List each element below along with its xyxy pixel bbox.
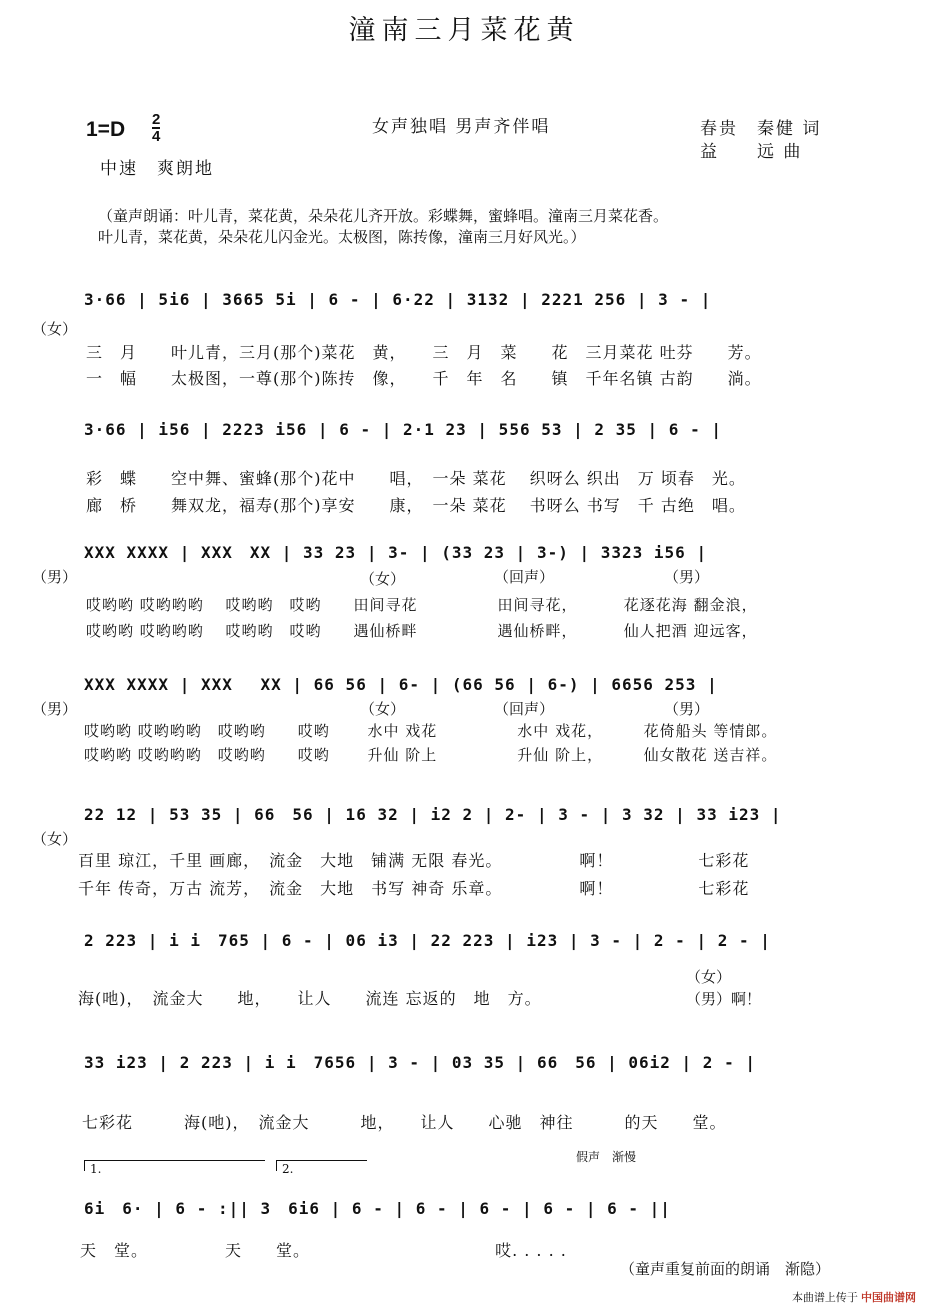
voice-label-female: （女） bbox=[32, 830, 78, 848]
time-top: 2 bbox=[152, 111, 161, 128]
staff-line-7: 33 i23 | 2 223 | i i 7656 | 3 - | 03 35 | 66 56 | 06i2 | 2 - | bbox=[84, 1053, 756, 1072]
footer bbox=[792, 1289, 916, 1305]
lyric-line-1a: 三 月 叶儿青，三月(那个)菜花 黄， 三 月 菜 花 三月菜花 吐芬 芳。 bbox=[86, 343, 762, 362]
lyric-line-5a: 百里 琼江，千里 画廊， 流金 大地 铺满 无限 春光。 啊！ 七彩花 bbox=[78, 851, 750, 870]
voice-label-female: （女） bbox=[686, 968, 732, 986]
voice-label-male: （男） bbox=[32, 700, 78, 718]
voice-label-echo: （回声） bbox=[494, 700, 555, 718]
lyric-line-2a: 彩 蝶 空中舞、蜜蜂(那个)花中 唱， 一朵 菜花 织呀么 织出 万 顷春 光。 bbox=[86, 469, 746, 488]
lyric-line-3b: 哎哟哟 哎哟哟哟 哎哟哟 哎哟 遇仙桥畔 遇仙桥畔， 仙人把酒 迎远客， bbox=[86, 622, 758, 640]
voice-label-echo: （回声） bbox=[494, 568, 555, 586]
lyric-line-5b: 千年 传奇，万古 流芳， 流金 大地 书写 神奇 乐章。 啊！ 七彩花 bbox=[78, 879, 750, 898]
staff-line-2: 3·66 | i56 | 2223 i56 | 6 - | 2·1 23 | 556 53 | 2 35 | 6 - | bbox=[84, 420, 722, 439]
lyric-line-2b: 廊 桥 舞双龙，福寿(那个)享安 康， 一朵 菜花 书呀么 书写 千 古绝 唱。 bbox=[86, 496, 746, 515]
tempo-marking: 中速 爽朗地 bbox=[100, 159, 214, 179]
staff-line-6: 2 223 | i i 765 | 6 - | 06 i3 | 22 223 | i23 | 3 - | 2 - | 2 - | bbox=[84, 931, 771, 950]
ending-number-2: 2. bbox=[282, 1162, 294, 1176]
lyric-line-7a: 七彩花 海(吔)， 流金大 地， 让人 心驰 神往 的天 堂。 bbox=[82, 1113, 727, 1132]
lyric-line-8a: 天 堂。 天 堂。 哎. . . . . bbox=[80, 1241, 567, 1260]
footer-text: 本曲谱上传于 bbox=[791, 1292, 858, 1304]
lyricist: 春贵 秦健 词 bbox=[700, 119, 822, 139]
lyric-line-3a: 哎哟哟 哎哟哟哟 哎哟哟 哎哟 田间寻花 田间寻花， 花逐花海 翻金浪， bbox=[86, 596, 758, 614]
time-bottom: 4 bbox=[152, 128, 161, 145]
credits bbox=[700, 118, 821, 164]
lyric-line-1b: 一 幅 太极图，一尊(那个)陈抟 像， 千 年 名 镇 千年名镇 古韵 淌。 bbox=[86, 369, 762, 388]
narration-line-1: （童声朗诵：叶儿青，菜花黄，朵朵花儿齐开放。彩蝶舞，蜜蜂唱。潼南三月菜花香。 bbox=[98, 207, 669, 225]
time-signature bbox=[152, 112, 160, 144]
page-title: 潼南三月菜花黄 bbox=[348, 15, 580, 46]
falsetto-marking: 假声 渐慢 bbox=[576, 1150, 637, 1164]
lyric-line-4b: 哎哟哟 哎哟哟哟 哎哟哟 哎哟 升仙 阶上 升仙 阶上， 仙女散花 送吉祥。 bbox=[84, 746, 778, 764]
narration-line-2: 叶儿青，菜花黄，朵朵花儿闪金光。太极图，陈抟像，潼南三月好风光。） bbox=[98, 228, 586, 246]
staff-line-4: XXX XXXX | XXX XX | 66 56 | 6- | (66 56 | 6-) | 6656 253 | bbox=[84, 675, 718, 694]
lyric-line-6a: 海(吔)， 流金大 地， 让人 流连 忘返的 地 方。 bbox=[78, 989, 542, 1008]
narration bbox=[98, 206, 668, 248]
ending-bracket-1 bbox=[84, 1160, 265, 1171]
key-signature: 1=D bbox=[86, 118, 126, 141]
staff-line-5: 22 12 | 53 35 | 66 56 | 16 32 | i2 2 | 2- | 3 - | 3 32 | 33 i23 | bbox=[84, 805, 782, 824]
voice-label-male: （男） bbox=[664, 568, 710, 586]
voice-label-female: （女） bbox=[32, 320, 78, 338]
lyric-line-4a: 哎哟哟 哎哟哟哟 哎哟哟 哎哟 水中 戏花 水中 戏花， 花倚船头 等情郎。 bbox=[84, 722, 778, 740]
site-logo: 中国曲谱网 bbox=[861, 1292, 916, 1304]
voice-label-male: （男） bbox=[32, 568, 78, 586]
staff-line-3: XXX XXXX | XXX XX | 33 23 | 3- | (33 23 | 3-) | 3323 i56 | bbox=[84, 543, 708, 562]
staff-line-1: 3·66 | 5i6 | 3665 5i | 6 - | 6·22 | 3132 | 2221 256 | 3 - | bbox=[84, 290, 712, 309]
voice-label-female: （女） bbox=[360, 570, 406, 588]
performance-note: 女声独唱 男声齐伴唱 bbox=[372, 117, 551, 137]
staff-line-8: 6i 6· | 6 - :|| 3 6i6 | 6 - | 6 - | 6 - | 6 - | 6 - || bbox=[84, 1199, 671, 1218]
ending-number-1: 1. bbox=[90, 1162, 102, 1176]
voice-label-male: （男）啊！ bbox=[686, 990, 762, 1008]
composer: 益 远 曲 bbox=[700, 142, 803, 162]
voice-label-male: （男） bbox=[664, 700, 710, 718]
closing-note: （童声重复前面的朗诵 渐隐） bbox=[620, 1260, 831, 1278]
voice-label-female: （女） bbox=[360, 700, 406, 718]
